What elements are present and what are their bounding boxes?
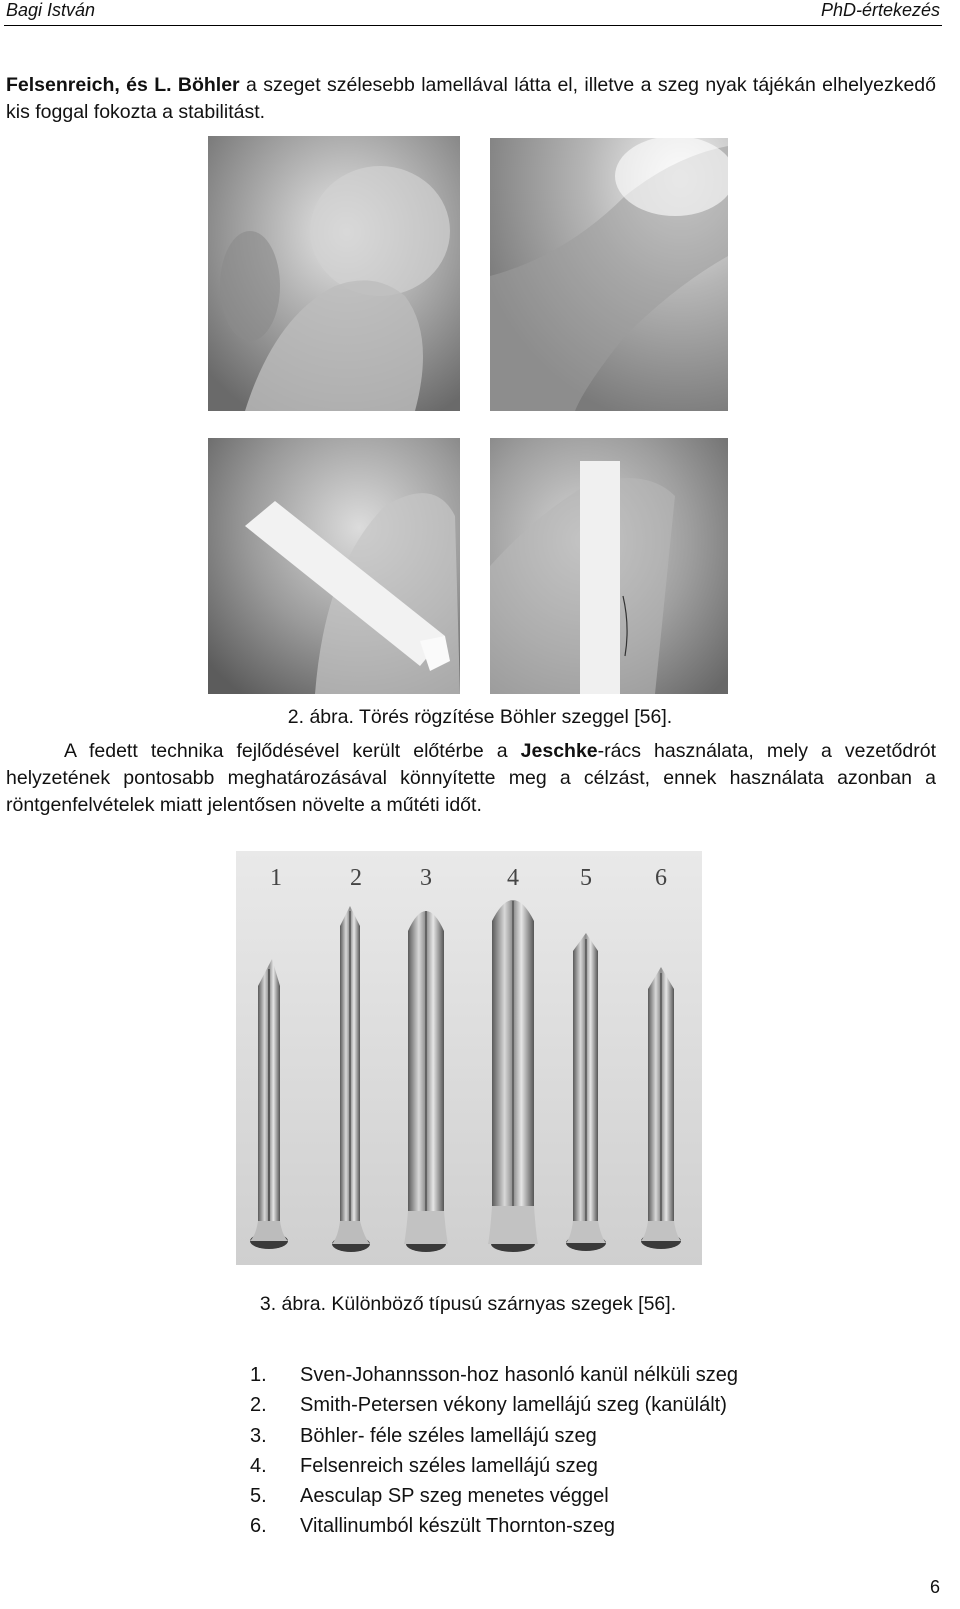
list-item xyxy=(250,1360,738,1390)
running-header xyxy=(0,0,960,26)
nail-label-5: 5 xyxy=(580,865,592,891)
list-item xyxy=(250,1451,738,1481)
list-item-number: 2. xyxy=(250,1394,267,1417)
list-item-text: Aesculap SP szeg menetes véggel xyxy=(300,1485,609,1508)
nail-label-3: 3 xyxy=(420,865,432,891)
list-item xyxy=(250,1390,738,1420)
list-item-number: 3. xyxy=(250,1424,267,1447)
list-item-text: Vitallinumból készült Thornton-szeg xyxy=(300,1515,615,1538)
list-item-number: 5. xyxy=(250,1485,267,1508)
paragraph-1 xyxy=(6,72,936,126)
xray-panel-4 xyxy=(490,438,728,694)
figure-2-xrays xyxy=(205,136,729,696)
paragraph-2-before: A fedett technika fejlődésével került előtérbe a xyxy=(64,740,521,762)
list-item xyxy=(250,1421,738,1451)
nail-label-1: 1 xyxy=(270,865,282,891)
list-item xyxy=(250,1481,738,1511)
xray-panel-1 xyxy=(208,136,460,411)
paragraph-2 xyxy=(6,738,936,819)
nail-legend-list xyxy=(250,1360,738,1542)
list-item xyxy=(250,1511,738,1541)
xray-panel-2 xyxy=(490,136,729,411)
list-item-text: Smith-Petersen vékony lamellájú szeg (kanülált) xyxy=(300,1394,727,1417)
nail-label-6: 6 xyxy=(655,865,667,891)
figure-3-caption: 3. ábra. Különböző típusú szárnyas szegek [56]. xyxy=(259,1293,677,1315)
bold-jeschke: Jeschke xyxy=(520,740,598,762)
list-item-number: 6. xyxy=(250,1515,267,1538)
nail-4 xyxy=(488,900,538,1252)
list-item-text: Böhler- féle széles lamellájú szeg xyxy=(300,1424,597,1447)
list-item-number: 1. xyxy=(250,1364,267,1386)
header-doc-type: PhD-értekezés xyxy=(820,0,940,20)
xray-panel-3 xyxy=(208,438,460,694)
list-item-text: Sven-Johannsson-hoz hasonló kanül nélküli szeg xyxy=(300,1364,739,1386)
list-item-number: 4. xyxy=(250,1454,267,1477)
page-number: 6 xyxy=(929,1577,940,1597)
header-author: Bagi István xyxy=(6,0,96,20)
figure-3-nails-photo xyxy=(236,851,702,1265)
nail-label-2: 2 xyxy=(350,865,362,891)
figure-2-caption: 2. ábra. Törés rögzítése Böhler szeggel [56]. xyxy=(287,706,673,728)
header-rule xyxy=(4,25,942,26)
paragraph-1-text: a szeget szélesebb lamellával látta el, illetve a szeg nyak tájékán elhelyezkedő kis foggal fokozta a stabilitást. xyxy=(6,74,936,123)
paragraph-2-after: -rács használata, mely a vezetődrót helyzetének pontosabb meghatározásával könnyítette meg a célzást, ennek használata azonban a röntgenfelvételek miatt jelentősen növelte a műtéti időt. xyxy=(6,740,936,816)
nail-label-4: 4 xyxy=(507,865,519,891)
nail-3 xyxy=(404,911,448,1252)
list-item-text: Felsenreich széles lamellájú szeg xyxy=(300,1454,598,1477)
bold-names: Felsenreich, és L. Böhler xyxy=(6,74,240,96)
